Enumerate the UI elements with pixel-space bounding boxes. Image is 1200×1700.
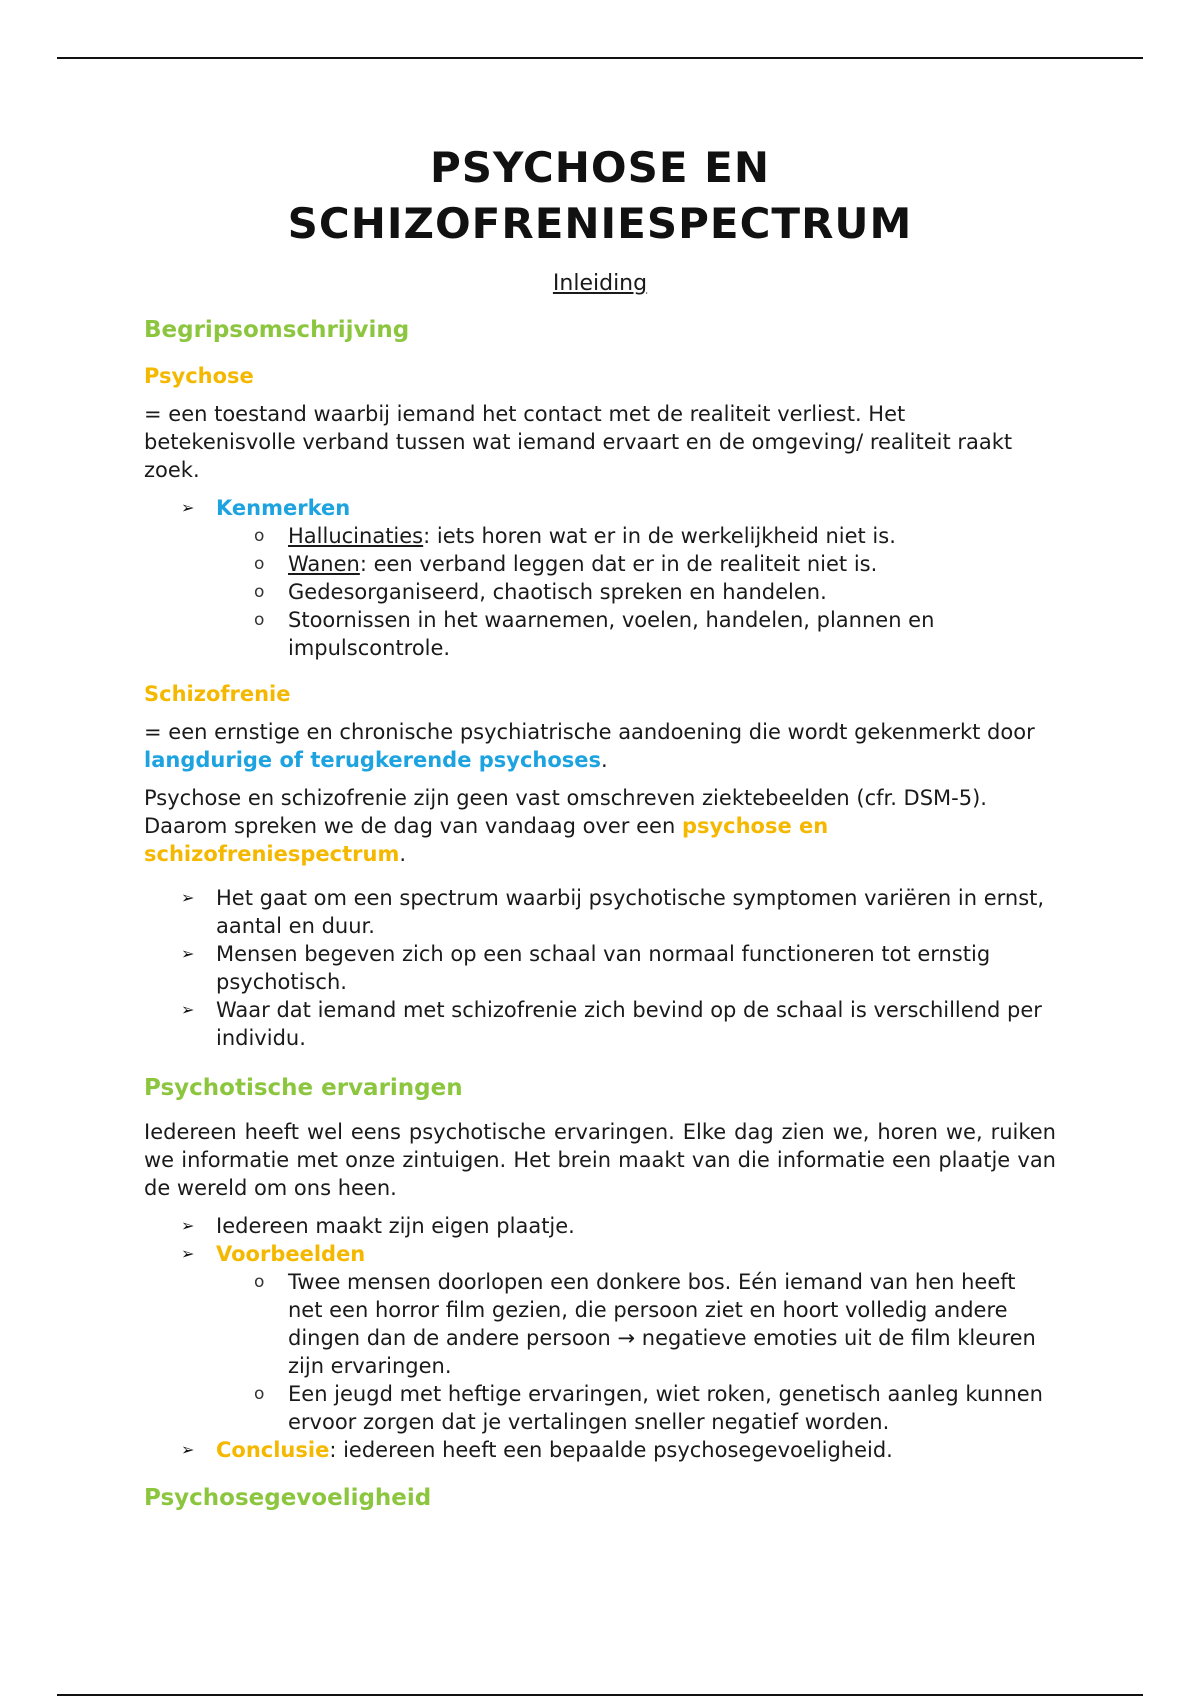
heading-psychotische-ervaringen: Psychotische ervaringen bbox=[144, 1075, 463, 1101]
ervaringen-list bbox=[144, 1212, 1056, 1464]
list-item bbox=[288, 550, 1056, 578]
psychose-definition: = een toestand waarbij iemand het contact met de realiteit verliest. Het betekenisvolle verband tussen wat iemand ervaart en de omgeving/ realiteit raakt zoek. bbox=[144, 402, 1013, 482]
heading-schizofrenie: Schizofrenie bbox=[144, 682, 291, 706]
top-rule bbox=[57, 57, 1143, 59]
voorbeelden-label: Voorbeelden bbox=[216, 1242, 366, 1266]
item-text: Stoornissen in het waarnemen, voelen, handelen, plannen en impulscontrole. bbox=[288, 608, 935, 660]
list-item: ➢ Iedereen maakt zijn eigen plaatje. bbox=[216, 1212, 1056, 1240]
schizofrenie-definition bbox=[144, 718, 1056, 774]
kenmerken-list bbox=[144, 494, 1056, 662]
list-item bbox=[288, 522, 1056, 550]
heading-begripsomschrijving: Begripsomschrijving bbox=[144, 317, 410, 343]
kenmerken-label: Kenmerken bbox=[216, 496, 351, 520]
list-item: ➢ Het gaat om een spectrum waarbij psychotische symptomen variëren in ernst, aantal en duur. bbox=[216, 884, 1056, 940]
voorbeelden-sublist bbox=[216, 1268, 1056, 1436]
subtitle-text: Inleiding bbox=[552, 271, 648, 296]
list-item: ➢ Mensen begeven zich op een schaal van normaal functioneren tot ernstig psychotisch. bbox=[216, 940, 1056, 996]
heading-psychosegevoeligheid: Psychosegevoeligheid bbox=[144, 1485, 432, 1511]
subtitle bbox=[144, 270, 1056, 298]
definition-text: = een ernstige en chronische psychiatrische aandoening die wordt gekenmerkt door bbox=[144, 720, 1035, 744]
term-wanen: Wanen bbox=[288, 552, 360, 576]
conclusie-label: Conclusie bbox=[216, 1438, 330, 1462]
definition-end: . bbox=[601, 748, 608, 772]
document-title bbox=[144, 140, 1056, 252]
conclusie-item bbox=[216, 1436, 1056, 1464]
list-item: o Een jeugd met heftige ervaringen, wiet roken, genetisch aanleg kunnen ervoor zorgen dat je vertalingen sneller negatief worden. bbox=[288, 1380, 1056, 1436]
spectrum-paragraph bbox=[144, 784, 1056, 868]
heading-psychose: Psychose bbox=[144, 364, 254, 388]
paragraph-text: Psychose en schizofrenie zijn geen vast omschreven ziektebeelden (cfr. DSM-5). Daarom spreken we de dag van vandaag over een bbox=[144, 786, 987, 838]
item-text: : iets horen wat er in de werkelijkheid niet is. bbox=[423, 524, 896, 548]
list-item bbox=[288, 578, 1056, 606]
paragraph-highlight: psychose en schizofreniespectrum bbox=[144, 814, 829, 866]
item-text: Gedesorganiseerd, chaotisch spreken en handelen. bbox=[288, 580, 827, 604]
title-line-2: SCHIZOFRENIESPECTRUM bbox=[287, 199, 913, 248]
kenmerken-sublist bbox=[216, 522, 1056, 662]
kenmerken-item bbox=[216, 494, 1056, 662]
spectrum-list bbox=[144, 884, 1056, 1052]
paragraph-end: . bbox=[399, 842, 407, 866]
list-item: o Twee mensen doorlopen een donkere bos. Eén iemand van hen heeft net een horror film gezien, die persoon ziet en hoort volledig andere dingen dan de andere persoon → negatieve emoties uit de film kleuren zijn ervaringen. bbox=[288, 1268, 1056, 1380]
term-hallucinaties: Hallucinaties bbox=[288, 524, 424, 548]
ervaringen-paragraph: Iedereen heeft wel eens psychotische ervaringen. Elke dag zien we, horen we, ruiken we informatie met onze zintuigen. Het brein maakt van die informatie een plaatje van de wereld om ons heen. bbox=[144, 1120, 1056, 1200]
voorbeelden-item bbox=[216, 1240, 1056, 1436]
list-item bbox=[288, 606, 1056, 662]
conclusie-text: : iedereen heeft een bepaalde psychosegevoeligheid. bbox=[329, 1438, 893, 1462]
title-line-1: PSYCHOSE EN bbox=[429, 143, 771, 192]
item-text: : een verband leggen dat er in de realiteit niet is. bbox=[359, 552, 878, 576]
document-page bbox=[144, 140, 1056, 1512]
definition-highlight: langdurige of terugkerende psychoses bbox=[144, 748, 602, 772]
bottom-rule bbox=[57, 1694, 1143, 1696]
list-item: ➢ Waar dat iemand met schizofrenie zich bevind op de schaal is verschillend per individu. bbox=[216, 996, 1056, 1052]
